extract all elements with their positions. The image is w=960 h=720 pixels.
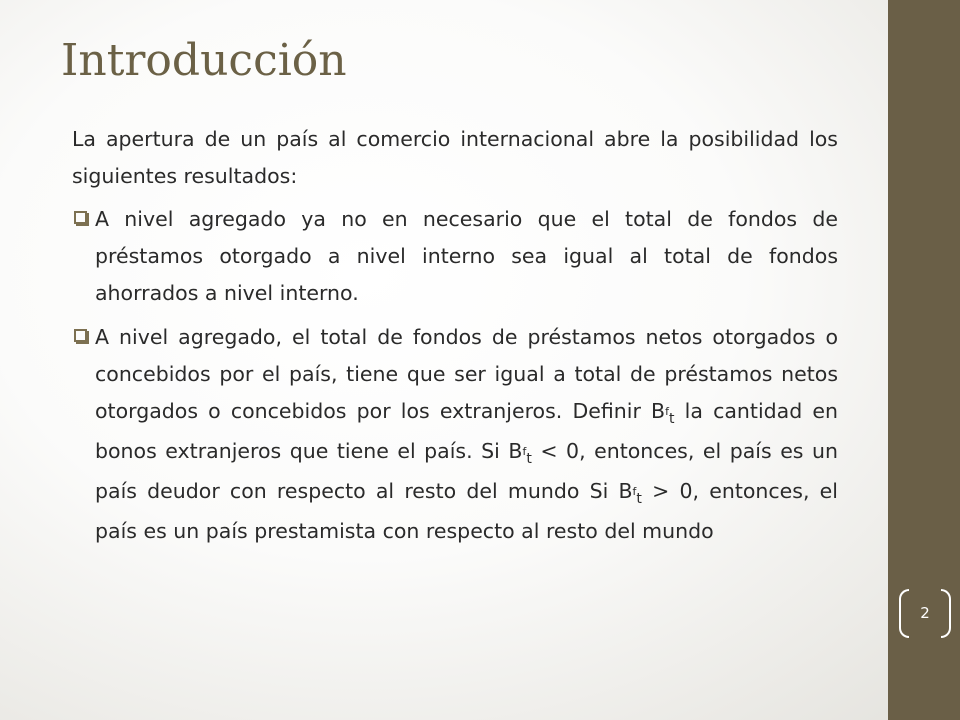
bond-symbol-superscript: f [665,405,669,418]
bullet-2-text-part-1: A nivel agregado, el total de fondos de préstamos netos otorgados o concebidos por el país, tiene que ser igual a total de préstamos netos otorgados o concebidos por los extranjeros. Definir [95,325,838,423]
bond-symbol-subscript: t [526,451,532,467]
page-number-badge [899,589,951,638]
bond-symbol-subscript: t [669,411,675,427]
page-number: 2 [920,604,930,622]
bond-symbol [508,439,532,467]
bond-symbol [618,479,642,507]
hollow-square-bullet-icon [74,211,87,224]
bullet-2-text [95,319,838,550]
slide-body [72,121,838,557]
bond-symbol-base: B [508,439,523,463]
bullet-1-text: A nivel agregado ya no en necesario que el total de fondos de préstamos otorgado a nivel interno sea igual al total de fondos ahorrados a nivel interno. [95,207,838,305]
bullet-2-text-part-3: < 0, entonces, el país es un país deudor con respecto al resto del mundo Si [95,439,838,503]
slide-title: Introducción [61,35,347,86]
bond-symbol-base: B [618,479,633,503]
bond-symbol [651,399,675,427]
bond-symbol-subscript: t [636,491,642,507]
bullet-2-text-part-4: > 0, entonces, el país es un país prestamista con respecto al resto del mundo [95,479,838,543]
bond-symbol-superscript: f [522,445,527,458]
bullet-list [72,201,838,550]
hollow-square-bullet-icon [74,329,87,342]
bullet-item-1 [72,201,838,312]
bullet-item-2 [72,319,838,550]
bond-symbol-superscript: f [632,485,637,498]
intro-paragraph: La apertura de un país al comercio internacional abre la posibilidad los siguientes resultados: [72,127,838,188]
bullet-2-text-part-2: la cantidad en bonos extranjeros que tiene el país. Si [95,399,838,463]
bond-symbol-base: B [651,399,666,423]
